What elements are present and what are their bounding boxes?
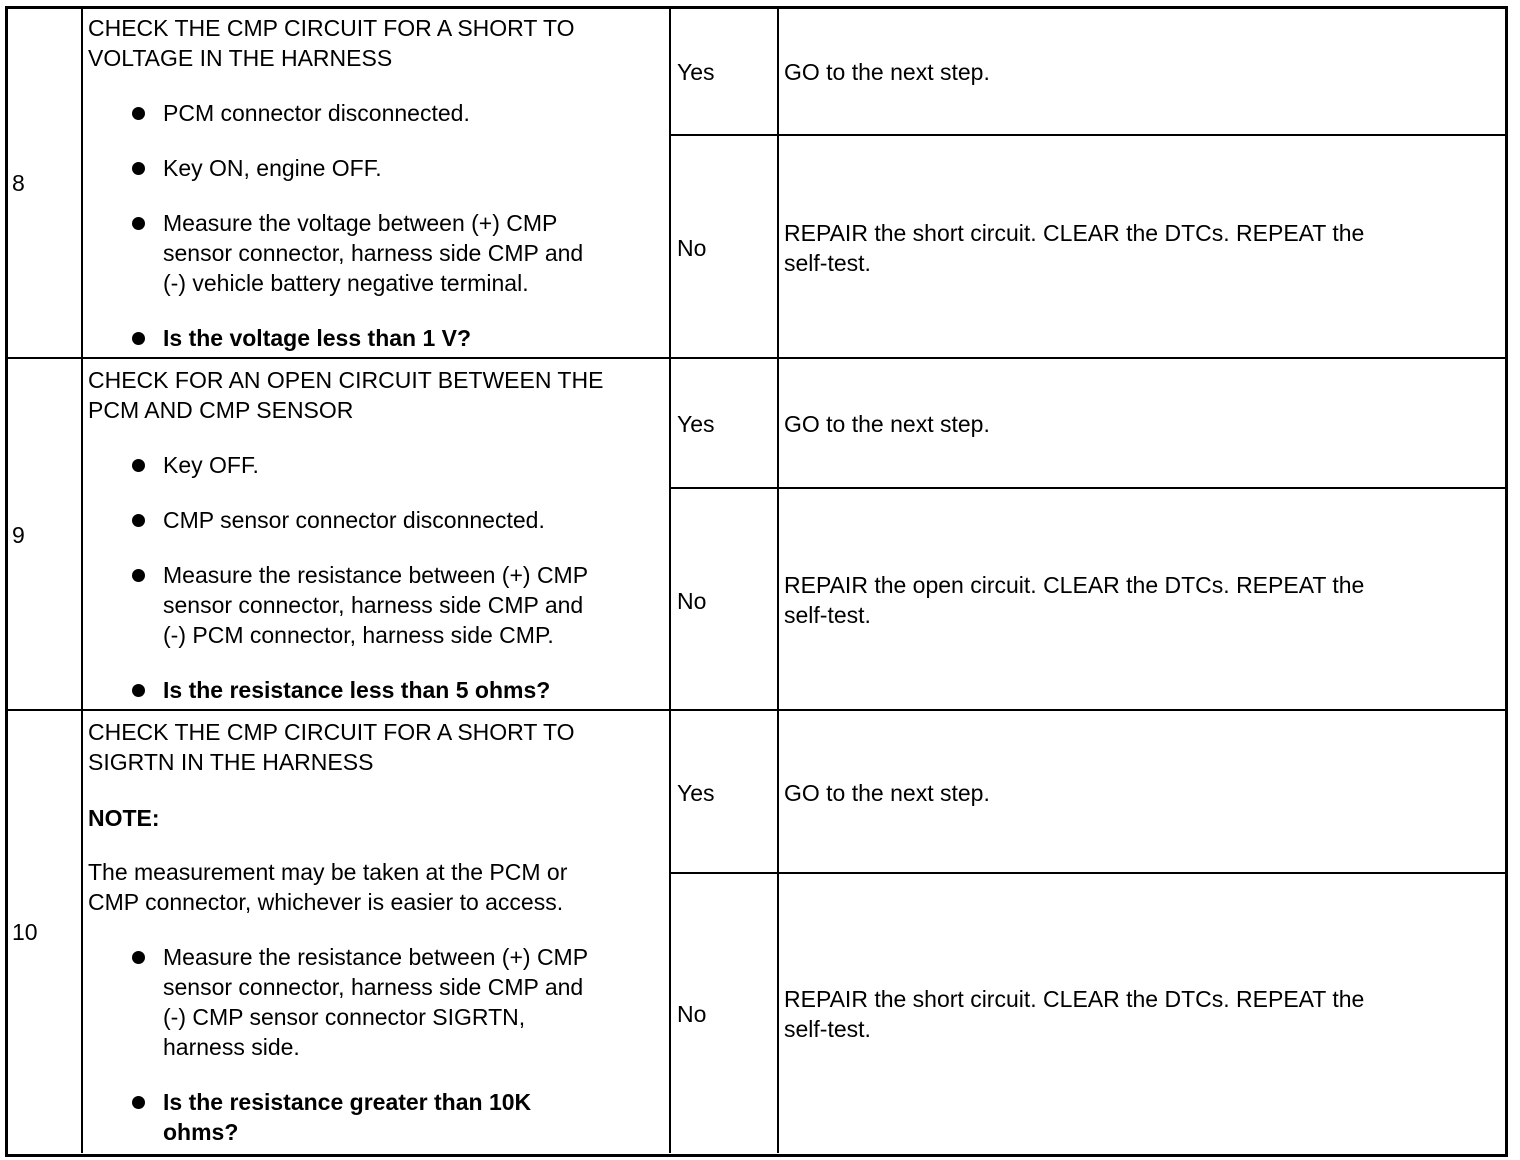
row-divider	[8, 709, 1505, 711]
no-action: self-test.	[784, 602, 871, 628]
question-text: Is the resistance greater than 10K	[163, 1089, 532, 1115]
bullet-dot	[132, 1096, 145, 1109]
no-action: REPAIR the short circuit. CLEAR the DTCs. REPEAT the	[784, 986, 1365, 1012]
step-title: CHECK FOR AN OPEN CIRCUIT BETWEEN THE	[88, 367, 604, 393]
bullet-text: Key OFF.	[163, 452, 259, 478]
step-title: CHECK THE CMP CIRCUIT FOR A SHORT TO	[88, 15, 575, 41]
yes-no-divider	[670, 487, 1505, 489]
bullet-text: sensor connector, harness side CMP and	[163, 240, 584, 266]
no-action: REPAIR the short circuit. CLEAR the DTCs. REPEAT the	[784, 220, 1365, 246]
bullet-text: (-) PCM connector, harness side CMP.	[163, 622, 554, 648]
no-label: No	[677, 235, 707, 261]
no-action: REPAIR the open circuit. CLEAR the DTCs. REPEAT the	[784, 572, 1365, 598]
bullet-dot	[132, 514, 145, 527]
yes-no-divider	[670, 134, 1505, 136]
bullet-text: Measure the resistance between (+) CMP	[163, 944, 589, 970]
yes-label: Yes	[677, 411, 715, 437]
bullet-dot	[132, 569, 145, 582]
bullet-text: Measure the resistance between (+) CMP	[163, 562, 589, 588]
step-title: SIGRTN IN THE HARNESS	[88, 749, 374, 775]
bullet-text: sensor connector, harness side CMP and	[163, 974, 584, 1000]
bullet-text: PCM connector disconnected.	[163, 100, 470, 126]
bullet-text: Measure the voltage between (+) CMP	[163, 210, 558, 236]
yes-label: Yes	[677, 59, 715, 85]
step-title: PCM AND CMP SENSOR	[88, 397, 354, 423]
note-text: CMP connector, whichever is easier to access.	[88, 889, 564, 915]
bullet-text: harness side.	[163, 1034, 300, 1060]
step-title: CHECK THE CMP CIRCUIT FOR A SHORT TO	[88, 719, 575, 745]
row-divider	[8, 357, 1505, 359]
yes-no-divider	[670, 872, 1505, 874]
note-label: NOTE:	[88, 805, 160, 831]
yes-action: GO to the next step.	[784, 411, 990, 437]
step-number: 8	[12, 170, 25, 196]
bullet-text: sensor connector, harness side CMP and	[163, 592, 584, 618]
question-text: Is the resistance less than 5 ohms?	[163, 677, 551, 703]
yes-action: GO to the next step.	[784, 780, 990, 806]
question-text: Is the voltage less than 1 V?	[163, 325, 472, 351]
bullet-text: CMP sensor connector disconnected.	[163, 507, 545, 533]
note-text: The measurement may be taken at the PCM or	[88, 859, 568, 885]
question-text: ohms?	[163, 1119, 239, 1145]
bullet-text: Key ON, engine OFF.	[163, 155, 382, 181]
step-number: 10	[12, 919, 38, 945]
bullet-dot	[132, 107, 145, 120]
bullet-dot	[132, 459, 145, 472]
no-label: No	[677, 1001, 707, 1027]
bullet-dot	[132, 332, 145, 345]
step-number: 9	[12, 522, 25, 548]
column-divider	[669, 8, 671, 1153]
no-action: self-test.	[784, 250, 871, 276]
column-divider	[777, 8, 779, 1153]
no-action: self-test.	[784, 1016, 871, 1042]
yes-label: Yes	[677, 780, 715, 806]
yes-action: GO to the next step.	[784, 59, 990, 85]
bullet-text: (-) vehicle battery negative terminal.	[163, 270, 529, 296]
bullet-dot	[132, 217, 145, 230]
bullet-dot	[132, 162, 145, 175]
no-label: No	[677, 588, 707, 614]
bullet-text: (-) CMP sensor connector SIGRTN,	[163, 1004, 526, 1030]
bullet-dot	[132, 684, 145, 697]
step-title: VOLTAGE IN THE HARNESS	[88, 45, 393, 71]
bullet-dot	[132, 951, 145, 964]
column-divider	[81, 8, 83, 1153]
